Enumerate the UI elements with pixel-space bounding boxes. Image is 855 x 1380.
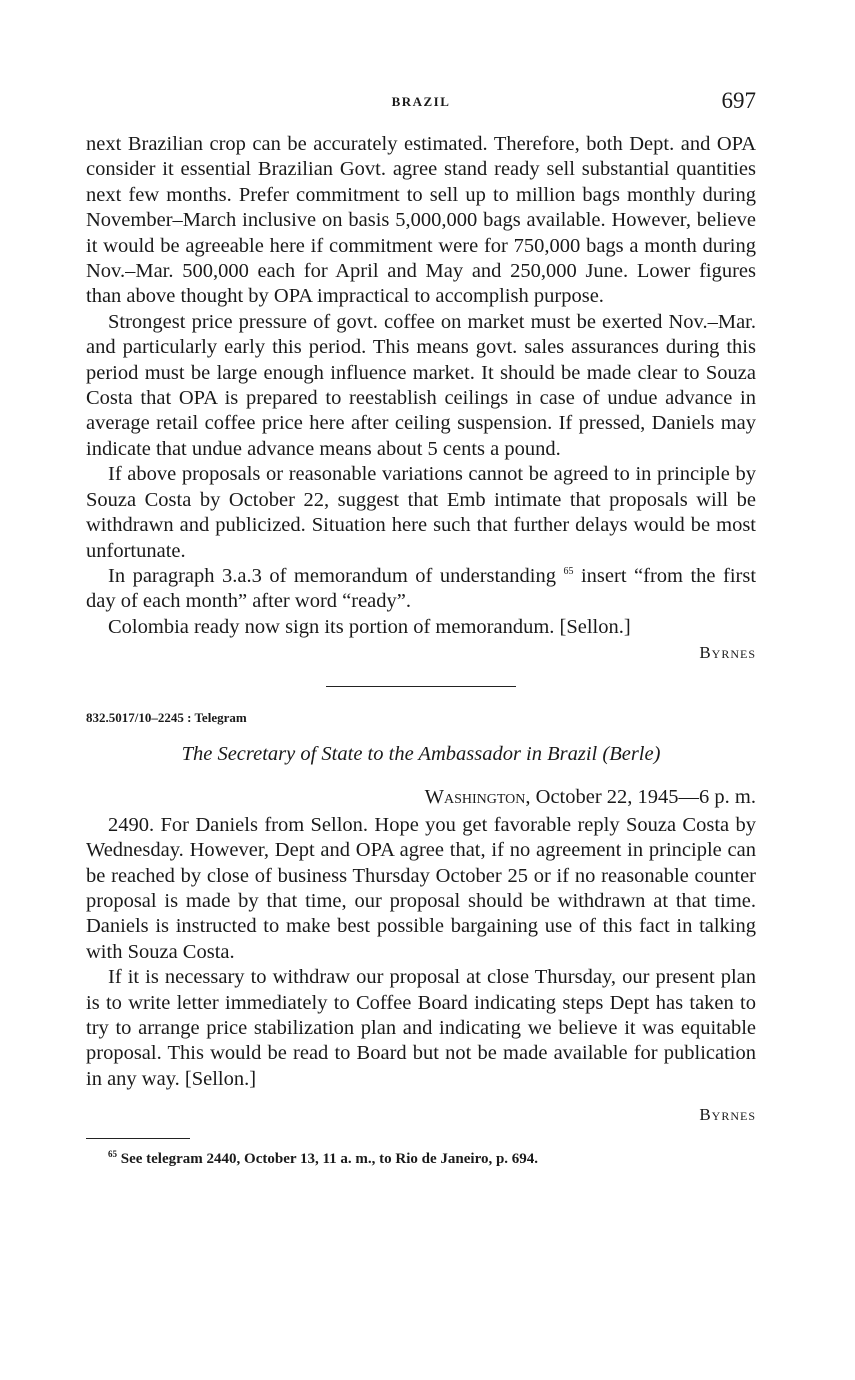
document-reference: 832.5017/10–2245 : Telegram <box>86 709 247 725</box>
running-head: BRAZIL <box>391 94 451 109</box>
signature: Byrnes <box>699 643 756 663</box>
section-divider <box>326 686 516 687</box>
paragraph: 2490. For Daniels from Sellon. Hope you get favorable reply Souza Costa by Wednesday. However, Dept and OPA agree that, if no agreement in principle can be reached by close of business Thursday October 25 or if no reasonable counter proposal is made by that time, our proposal should be withdrawn at that time. Daniels is instructed to make best possible bargaining use of this fact in talking with Souza Costa. <box>86 813 756 963</box>
dateline <box>86 785 756 810</box>
paragraph: If it is necessary to withdraw our proposal at close Thursday, our present plan is to write letter immediately to Coffee Board indicating steps Dept has taken to try to arrange price stabilization plan and indicating we believe it was equitable proposal. This would be read to Board but not be made available for publication in any way. [Sellon.] <box>86 966 756 1090</box>
text-run: insert “from the first day of each month” after word “ready”. <box>86 564 757 613</box>
paragraph: Strongest price pressure of govt. coffee on market must be exerted Nov.–Mar. and particularly early this period. This means govt. sales assurances during this period must be large enough influence market. It should be made clear to Souza Costa that OPA is prepared to reestablish ceilings in case of undue advance in average retail coffee price here after ceiling suspension. If pressed, Daniels may indicate that undue advance means about 5 cents a pound. <box>86 310 756 460</box>
paragraph: If above proposals or reasonable variations cannot be agreed to in principle by Souza Costa by October 22, suggest that Emb intimate that proposals will be withdrawn and publicized. Situation here such that further delays would be most unfortunate. <box>86 463 756 562</box>
dateline-date: October 22, 1945—6 p. m. <box>530 786 756 809</box>
paragraph: next Brazilian crop can be accurately estimated. Therefore, both Dept. and OPA consider it essential Brazilian Govt. agree stand ready sell substantial quantities next few months. Prefer commitment to sell up to million bags monthly during November–March inclusive on basis 5,000,000 bags available. However, believe it would be agreeable here if commitment were for 750,000 bags a month during Nov.–Mar. 500,000 each for April and May and 250,000 June. Lower figures than above thought by OPA impractical to accomplish purpose. <box>86 133 756 308</box>
signature: Byrnes <box>699 1105 756 1125</box>
body-text <box>86 132 756 1172</box>
text-run: of memorandum of understanding <box>261 564 556 587</box>
paragraph <box>86 564 756 615</box>
dateline-place: Washington, <box>424 786 531 809</box>
footnote-divider <box>86 1138 190 1139</box>
page-number: 697 <box>721 88 756 113</box>
paragraph: Colombia ready now sign its portion of memorandum. [Sellon.] <box>108 615 631 638</box>
footnote-number: 65 <box>108 1148 117 1159</box>
footnote <box>86 1147 756 1172</box>
paragraph-reference: 3.a.3 <box>222 564 262 587</box>
footnote-text: See telegram 2440, October 13, 11 a. m., to Rio de Janeiro, p. 694. <box>117 1150 539 1167</box>
page-header <box>86 88 756 118</box>
text-run: In paragraph <box>108 564 223 587</box>
document-title: The Secretary of State to the Ambassador in Brazil (Berle) <box>181 742 661 765</box>
footnote-marker: 65 <box>563 566 574 578</box>
